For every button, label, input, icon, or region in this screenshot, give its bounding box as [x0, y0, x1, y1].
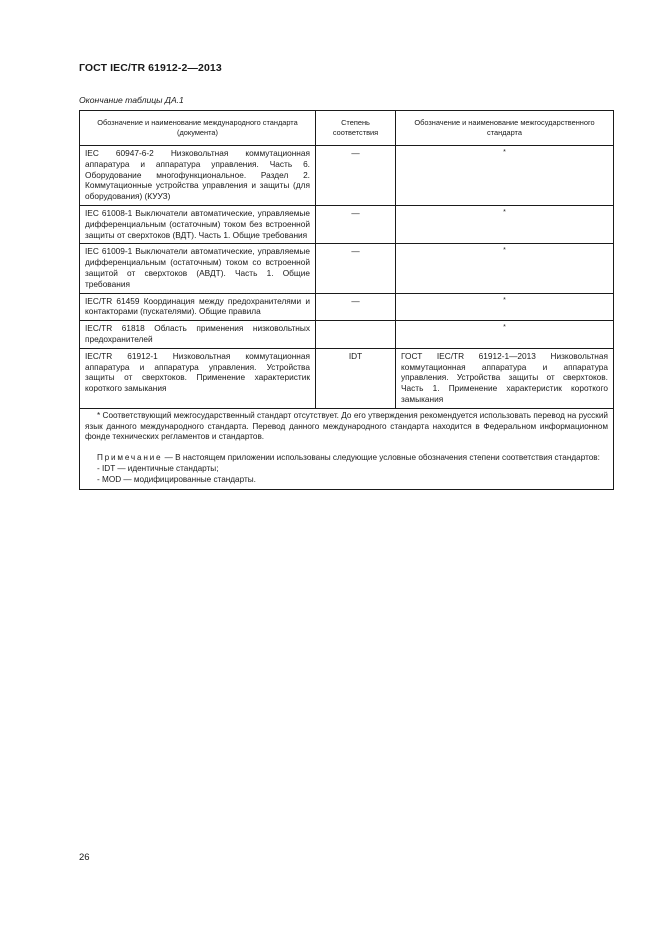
column-header-interstate: Обозначение и наименование межгосударственного стандарта — [396, 111, 614, 146]
international-standard-cell: IEC/TR 61912-1 Низковольтная коммутационная аппаратура и аппаратура управления. Устройства защиты от сверхтоков. Применение характеристик короткого замыкания — [80, 348, 316, 408]
table-header-row — [80, 111, 614, 146]
note-list — [85, 464, 608, 486]
international-standard-cell: IEC/TR 61459 Координация между предохранителями и контакторами (пускателями). Общие правила — [80, 293, 316, 321]
conformity-degree-cell — [316, 321, 396, 349]
notes-cell — [80, 408, 614, 489]
note-paragraph — [85, 453, 608, 464]
interstate-standard-cell: ГОСТ IEC/TR 61912-1—2013 Низковольтная коммутационная аппаратура и аппаратура управления. Устройства защиты от сверхтоков. Часть 1. Применение характеристик короткого замыкания — [396, 348, 614, 408]
interstate-standard-cell: * — [396, 293, 614, 321]
note-label: Примечание — [97, 453, 163, 463]
footnote-text: * Соответствующий межгосударственный стандарт отсутствует. До его утверждения рекомендуется использовать перевод на русский язык данного международного стандарта. Перевод данного международного стандарта находится в Федеральном информационном фонде технических регламентов и стандартов. — [85, 410, 608, 442]
page-number: 26 — [79, 852, 90, 863]
note-item-idt: - IDT — идентичные стандарты; — [97, 463, 219, 473]
international-standard-cell: IEC 60947-6-2 Низковольтная коммутационная аппаратура и аппаратура управления. Часть 6. Оборудование многофункциональное. Раздел 2. Коммутационные устройства управления и защиты (для оборудования) (КУУЗ) — [80, 146, 316, 206]
conformity-degree-cell: — — [316, 293, 396, 321]
note-item-mod: - MOD — модифицированные стандарты. — [97, 474, 256, 484]
column-header-international: Обозначение и наименование международного стандарта (документа) — [80, 111, 316, 146]
table-row — [80, 293, 614, 321]
conformity-degree-cell: — — [316, 146, 396, 206]
table-row — [80, 205, 614, 243]
international-standard-cell: IEC 61009-1 Выключатели автоматические, управляемые дифференциальным (остаточным) током со встроенной защитой от сверхтоков (АВДТ). Часть 1. Общие требования — [80, 244, 316, 293]
interstate-standard-cell: * — [396, 321, 614, 349]
column-header-degree: Степень соответствия — [316, 111, 396, 146]
table-row — [80, 348, 614, 408]
interstate-standard-cell: * — [396, 205, 614, 243]
table-caption: Окончание таблицы ДА.1 — [79, 95, 184, 105]
standards-table — [79, 110, 614, 490]
conformity-degree-cell: IDT — [316, 348, 396, 408]
interstate-standard-cell: * — [396, 244, 614, 293]
interstate-standard-cell: * — [396, 146, 614, 206]
notes-row — [80, 408, 614, 489]
table-row — [80, 146, 614, 206]
table-row — [80, 321, 614, 349]
conformity-degree-cell: — — [316, 244, 396, 293]
note-text: — В настоящем приложении использованы следующие условные обозначения степени соответствия стандартов: — [164, 453, 600, 463]
table-row — [80, 244, 614, 293]
document-header: ГОСТ IEC/TR 61912-2—2013 — [79, 62, 222, 74]
conformity-degree-cell: — — [316, 205, 396, 243]
international-standard-cell: IEC 61008-1 Выключатели автоматические, управляемые дифференциальным (остаточным) током без встроенной защиты от сверхтоков (ВДТ). Часть 1. Общие требования — [80, 205, 316, 243]
international-standard-cell: IEC/TR 61818 Область применения низковольтных предохранителей — [80, 321, 316, 349]
